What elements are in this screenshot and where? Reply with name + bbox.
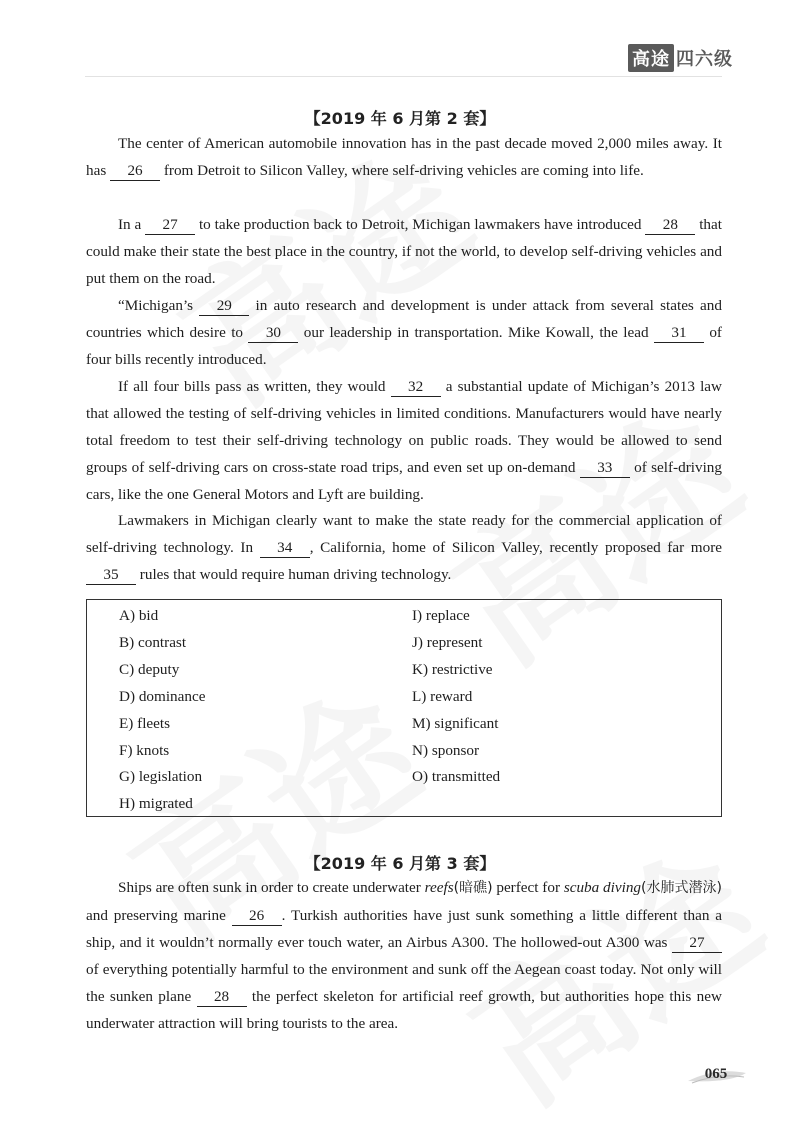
- paragraph-6: Ships are often sunk in order to create underwater reefs(暗礁) perfect for scuba diving(水肺式潜泳) and preserving marine 26 . Turkish authorities have just sunk something a little different than a ship, and it wouldn’t normally ever touch water, an Airbus A300. The hollowed-out A300 was 27 of everything potentially harmful to the environment and sunk off the Aegean coast today. Not only will the sunken plane 28 the perfect skeleton for artificial reef growth, but authorities hope this new underwater attraction will bring tourists to the area.: [86, 879, 722, 1032]
- word-bank: [86, 599, 722, 817]
- blank-29[interactable]: 29: [199, 297, 249, 316]
- blank-28b[interactable]: 28: [197, 988, 247, 1007]
- option-g[interactable]: G) legislation: [119, 768, 203, 786]
- option-n[interactable]: N) sponsor: [412, 741, 480, 759]
- option-k[interactable]: K) restrictive: [412, 660, 493, 678]
- section-title: 【2019 年 6 月第 3 套】: [304, 854, 496, 873]
- blank-33[interactable]: 33: [580, 459, 630, 478]
- blank-31[interactable]: 31: [654, 324, 704, 343]
- brand-logo: [628, 44, 733, 72]
- option-m[interactable]: M) significant: [412, 714, 499, 732]
- paragraph-4: If all four bills pass as written, they would 32 a substantial update of Michigan’s 2013 law that allowed the testing of self-driving vehicles in limited conditions. Manufacturers would have nearly total freedom to test their self-driving technology on public roads. They would be allowed to send groups of self-driving cars on cross-state road trips, and even set up on-demand 33 of self-driving cars, like the one General Motors and Lyft are building.: [86, 378, 722, 503]
- page-number: 065: [704, 1066, 728, 1082]
- paragraph-5: Lawmakers in Michigan clearly want to make the state ready for the commercial application of self-driving technology. In 34 , California, home of Silicon Valley, recently proposed far more 35 rules that would require human driving technology.: [86, 512, 722, 583]
- paragraph-1: The center of American automobile innovation has in the past decade moved 2,000 miles away. It has 26 from Detroit to Silicon Valley, where self-driving vehicles are coming into life.: [86, 135, 722, 179]
- option-o[interactable]: O) transmitted: [412, 768, 501, 786]
- option-j[interactable]: J) represent: [412, 633, 483, 651]
- option-e[interactable]: E) fleets: [119, 714, 171, 732]
- page-number-badge: [686, 1063, 748, 1087]
- blank-26b[interactable]: 26: [232, 907, 282, 926]
- word-bank-right-column: [412, 603, 500, 791]
- option-i[interactable]: I) replace: [412, 607, 470, 624]
- word-bank-left-column: [119, 603, 205, 818]
- paragraph-3: “Michigan’s 29 in auto research and development is under attack from several states and countries which desire to 30 our leadership in transportation. Mike Kowall, the lead 31 of four bills recently introduced.: [86, 297, 722, 368]
- option-h[interactable]: H) migrated: [119, 795, 193, 813]
- paragraph-2: In a 27 to take production back to Detroit, Michigan lawmakers have introduced 28 that could make their state the best place in the country, if not the world, to develop self-driving vehicles and put them on the road.: [86, 216, 722, 287]
- blank-34[interactable]: 34: [260, 539, 310, 558]
- option-f[interactable]: F) knots: [119, 741, 170, 759]
- section-title: 【2019 年 6 月第 2 套】: [304, 109, 496, 128]
- blank-32[interactable]: 32: [391, 378, 441, 397]
- header-divider: [85, 76, 722, 77]
- option-d[interactable]: D) dominance: [119, 687, 206, 705]
- blank-27b[interactable]: 27: [672, 934, 722, 953]
- option-a[interactable]: A) bid: [119, 607, 159, 624]
- option-l[interactable]: L) reward: [412, 687, 473, 705]
- blank-35[interactable]: 35: [86, 566, 136, 585]
- option-c[interactable]: C) deputy: [119, 660, 180, 678]
- brand-primary: 高途: [628, 44, 674, 72]
- blank-30[interactable]: 30: [248, 324, 298, 343]
- blank-27[interactable]: 27: [145, 216, 195, 235]
- blank-26[interactable]: 26: [110, 162, 160, 181]
- option-b[interactable]: B) contrast: [119, 633, 187, 651]
- brand-secondary: 四六级: [676, 49, 733, 70]
- blank-28[interactable]: 28: [645, 216, 695, 235]
